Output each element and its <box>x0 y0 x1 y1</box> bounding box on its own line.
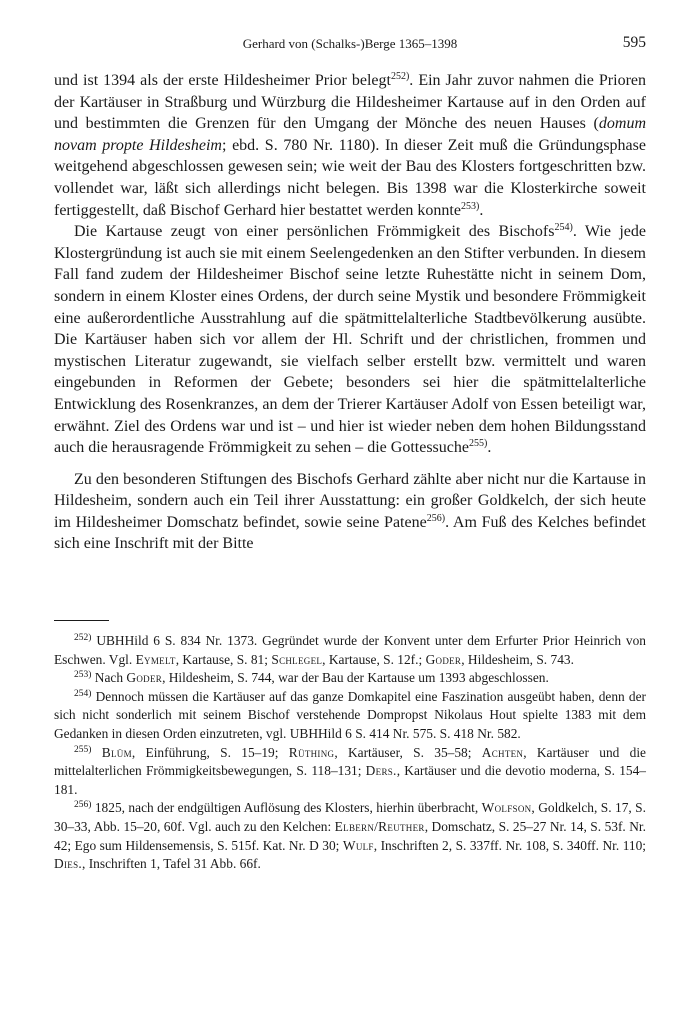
paragraph-text: und ist 1394 als der erste Hildesheimer Prior belegt <box>54 72 391 89</box>
author-name: Goder <box>425 651 462 667</box>
author-name: Goder <box>126 670 163 686</box>
author-name: Rüthing <box>288 744 335 760</box>
footnote-separator <box>54 620 109 621</box>
paragraph-text: Zu den besonderen Stiftungen des Bischofs Gerhard zählte aber nicht nur die Kartause in Hildesheim, sondern auch ein Teil ihrer Ausstattung: ein großer Goldkelch, der sich heute im Hildesheimer Domschatz befindet, sowie seine Patene <box>54 470 646 531</box>
footnote-text: , Kartäuser, S. 35–58; <box>334 744 482 760</box>
paragraph-text: . <box>487 439 492 457</box>
footnote-text: , Kartäuser und die devotio moderna, S. 154–181. <box>54 763 646 797</box>
author-name: Wulf <box>342 837 374 853</box>
footnote-text: , Einführung, S. 15–19; <box>131 744 289 760</box>
paragraph-text: . Am Fuß des Kelches befindet sich eine Inschrift mit der Bitte <box>54 513 647 553</box>
footnote-255 <box>54 744 646 800</box>
running-title: Gerhard von (Schalks-)Berge 1365–1398 <box>242 36 458 51</box>
paragraph-text: . Wie jede Klostergründung ist auch sie mit einem Seelengedenken an den Stifter verbunden. In diesem Fall fand zudem der Hildesheimer Bischof seine letzte Ruhestätte nicht in seinem Dom, sondern in einem Kloster eines Ordens, der durch seine Mystik und besondere Frömmigkeit eine außerordentliche Ausstrahlung auf die spätmittelalterliche Stadtbevölkerung ausübte. Die Kartäuser haben sich vor allem der Hl. Schrift und der christlichen, frommen und mystischen Literatur zugewandt, sie vielfach selber erstellt bzw. vermittelt und waren eingebunden in Reformen der Gebete; besonders sei hier die spätmittelalterliche Entwicklung des Rosenkranzes, an dem der Trierer Kartäuser Adolf von Essen beteiligt war, erwähnt. Ziel des Ordens war und ist – und hier ist wieder neben dem hohen Bildungsstand auch die herausragende Frömmigkeit zu sehen – die Gottessuche <box>54 223 646 457</box>
footnote-ref-252: 252) <box>390 71 410 82</box>
author-name: Eymelt <box>135 651 176 667</box>
paragraph-text: . Ein Jahr zuvor nahmen die Prioren der Kartäuser in Straßburg und Würzburg die Hildesheimer Kartause auf in den Orden auf und bestimmten die Grenzen für den Umgang der Mönche des neuen Hauses ( <box>54 72 646 133</box>
footnote-text: , Inschriften 2, S. 337ff. Nr. 108, S. 340ff. Nr. 110; <box>373 837 646 853</box>
latin-quote: domum novam propte Hildesheim <box>54 115 646 154</box>
paragraph-text: . <box>479 201 484 219</box>
paragraph-1 <box>54 70 646 221</box>
footnote-text: Dennoch müssen die Kartäuser auf das ganze Domkapitel eine Faszination ausgeübt haben, denn der sich nicht sonderlich mit seinem Bischof verstehende Dompropst Nikolaus Hout spielte 1383 mit dem Gedanken in diesen Orden einzutreten, vgl. UBHHild 6 S. 414 Nr. 575. S. 418 Nr. 582. <box>54 688 646 741</box>
author-name: Achten <box>481 744 524 760</box>
footnote-mark: 252) <box>74 633 92 643</box>
footnote-text: , Hildesheim, S. 743. <box>461 651 574 667</box>
footnote-text: , Kartause, S. 12f.; <box>322 651 426 667</box>
paragraph-2 <box>54 221 646 459</box>
author-name: Ders. <box>365 763 397 779</box>
footnote-text: , Kartäuser und die mittelalterlichen Frömmigkeitsbewegungen, S. 118–131; <box>54 744 646 779</box>
footnote-mark: 256) <box>74 800 92 811</box>
paragraph-3 <box>54 469 646 555</box>
footnote-mark: 253) <box>74 670 92 681</box>
author-name: Schlegel <box>271 651 323 667</box>
footnote-256 <box>54 799 646 873</box>
author-name: Dies. <box>54 856 83 872</box>
footnote-text: , Inschriften 1, Tafel 31 Abb. 66f. <box>82 856 261 872</box>
author-name: Wolfson <box>481 800 532 816</box>
paragraph-text: ; ebd. S. 780 Nr. 1180). In dieser Zeit muß die Gründungsphase weitgehend abgeschlossen gewesen sein; wie weit der Bau des Klosters fortgeschritten bzw. vollendet war, läßt sich allerdings nicht belegen. Bis 1398 war die Klosterkirche soweit fertiggestellt, daß Bischof Gerhard hier bestattet werden konnte <box>54 136 646 219</box>
footnote-mark: 254) <box>74 688 92 699</box>
footnote-mark: 255) <box>74 744 92 755</box>
footnote-text: , Domschatz, S. 25–27 Nr. 14, S. 53f. Nr. 42; Ego sum Hildensemensis, S. 515f. Kat. Nr. D 30; <box>54 818 646 853</box>
footnote-253 <box>54 669 646 688</box>
footnote-text: , Kartause, S. 81; <box>175 651 272 667</box>
footnote-text: Nach <box>94 670 127 686</box>
footnote-text: , Goldkelch, S. 17, S. 30–33, Abb. 15–20, 60f. Vgl. auch zu den Kelchen: <box>54 800 646 834</box>
footnote-ref-255: 255) <box>468 438 488 450</box>
footnote-text: , Hildesheim, S. 744, war der Bau der Kartause um 1393 abgeschlossen. <box>162 670 549 686</box>
footnote-254 <box>54 688 646 744</box>
footnote-252 <box>54 632 646 669</box>
author-name: Elbern/Reuther <box>334 818 425 834</box>
page-number: 595 <box>622 34 646 51</box>
footnote-ref-256: 256) <box>426 512 446 524</box>
footnote-ref-253: 253) <box>460 200 480 212</box>
footnote-text: 1825, nach der endgültigen Auflösung des Klosters, hierhin überbracht, <box>94 800 482 816</box>
footnotes <box>54 632 646 874</box>
author-name: Blüm <box>101 744 132 760</box>
paragraph-text: Die Kartause zeugt von einer persönlichen Frömmigkeit des Bischofs <box>74 223 555 241</box>
footnote-ref-254: 254) <box>554 222 573 234</box>
footnote-text: UBHHild 6 S. 834 Nr. 1373. Gegründet wurde der Konvent unter dem Erfurter Prior Heinrich von Eschwen. Vgl. <box>54 633 646 667</box>
main-text <box>54 70 646 555</box>
running-header <box>54 36 646 56</box>
